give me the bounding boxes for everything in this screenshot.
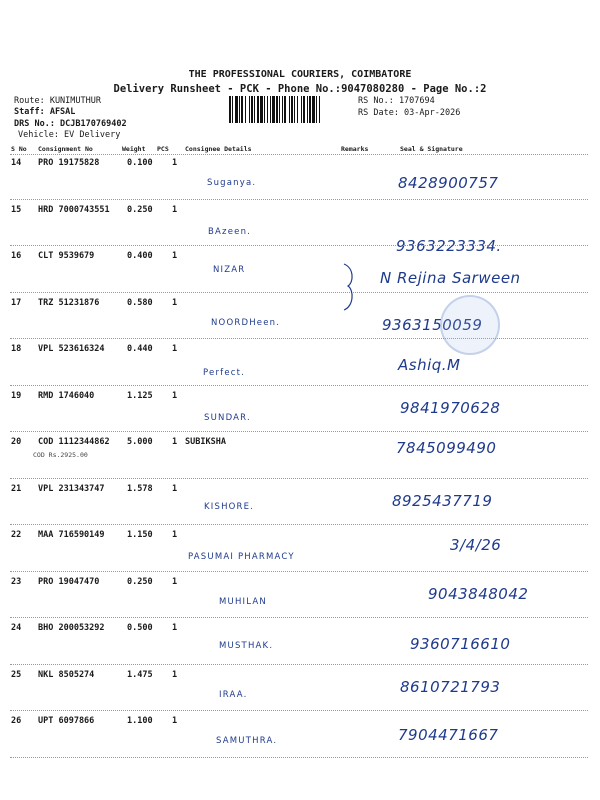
serial-number: 19 (11, 390, 22, 401)
consignment-number: CLT 9539679 (38, 251, 95, 261)
barcode-bar (270, 96, 271, 123)
company-title: THE PROFESSIONAL COURIERS, COIMBATORE (188, 69, 412, 80)
cod-amount: COD Rs.2925.00 (33, 451, 88, 459)
barcode-bar (232, 96, 233, 123)
barcode-bar (272, 96, 275, 123)
consignment-number: VPL 231343747 (38, 483, 105, 494)
serial-number: 24 (11, 623, 22, 633)
signature-handwritten: Ashiq.M (398, 356, 461, 374)
pcs-value: 1 (172, 437, 178, 447)
col-remarks: Remarks (341, 145, 369, 153)
serial-number: 20 (11, 437, 22, 447)
pcs-value: 1 (172, 623, 178, 633)
consignee-name-handwritten: Perfect. (203, 368, 246, 378)
pcs-value: 1 (172, 158, 178, 168)
signature-handwritten: 7845099490 (396, 439, 497, 457)
signature-handwritten: 9363150059 (382, 315, 483, 334)
consignment-number: UPT 6097866 (38, 716, 95, 726)
row-divider (10, 245, 588, 246)
weight-value: 5.000 (127, 437, 153, 447)
consignee-name-handwritten: NIZAR (213, 265, 246, 275)
row-divider (10, 617, 588, 618)
consignment-number: MAA 716590149 (38, 530, 105, 540)
consignee-name-handwritten: BAzeen. (208, 226, 252, 237)
serial-number: 17 (11, 297, 22, 308)
consignment-number: TRZ 51231876 (38, 297, 100, 308)
col-sno: S No (11, 145, 27, 153)
pcs-value: 1 (172, 669, 178, 680)
row-divider (10, 292, 588, 293)
row-divider (10, 524, 588, 525)
signature-handwritten: 8610721793 (400, 677, 501, 696)
consignee-name-handwritten: NOORDHeen. (211, 317, 281, 328)
barcode-bar (257, 96, 259, 123)
barcode-image (229, 96, 355, 123)
row-divider (10, 710, 588, 711)
row-divider (10, 571, 588, 572)
consignment-number: BHO 200053292 (38, 623, 105, 633)
consignment-number: HRD 7000743551 (38, 204, 110, 215)
col-consignment: Consignment No (38, 145, 93, 153)
barcode-bar (245, 96, 246, 123)
rs-number: RS No.: 1707694 (358, 96, 435, 106)
serial-number: 25 (11, 669, 22, 680)
barcode-bar (279, 96, 280, 123)
barcode-bar (267, 96, 268, 123)
consignee-name-handwritten: MUHILAN (219, 596, 267, 607)
consignee-name-handwritten: Suganya. (207, 178, 257, 188)
consignee-name-handwritten: SAMUTHRA. (216, 736, 278, 746)
handwritten-brace (340, 262, 360, 312)
consignment-number: RMD 1746040 (38, 390, 95, 401)
serial-number: 22 (11, 530, 22, 540)
runsheet-subtitle: Delivery Runsheet - PCK - Phone No.:9047080280 - Page No.:2 (113, 83, 487, 95)
barcode-bar (312, 96, 315, 123)
serial-number: 16 (11, 251, 22, 261)
barcode-bar (235, 96, 238, 123)
serial-number: 15 (11, 204, 22, 215)
weight-value: 1.578 (127, 483, 153, 494)
serial-number: 21 (11, 483, 22, 494)
signature-handwritten: 7904471667 (398, 726, 499, 744)
consignment-number: PRO 19175828 (38, 158, 100, 168)
barcode-bar (307, 96, 308, 123)
weight-value: 0.440 (127, 344, 153, 354)
consignee-name-handwritten: PASUMAI PHARMACY (188, 552, 295, 562)
serial-number: 23 (11, 576, 22, 587)
consignee-name: SUBIKSHA (185, 437, 226, 447)
signature-handwritten: 9360716610 (410, 635, 511, 653)
barcode-bar (289, 96, 290, 123)
consignment-number: COD 1112344862 (38, 437, 110, 447)
weight-value: 0.400 (127, 251, 153, 261)
barcode-bar (254, 96, 255, 123)
signature-handwritten: 3/4/26 (450, 536, 502, 554)
weight-value: 0.250 (127, 204, 153, 215)
vehicle-label: Vehicle: EV Delivery (18, 130, 121, 140)
consignment-number: NKL 8505274 (38, 669, 95, 680)
signature-handwritten: 8925437719 (392, 491, 493, 510)
pcs-value: 1 (172, 297, 178, 308)
row-divider (10, 664, 588, 665)
pcs-value: 1 (172, 576, 178, 587)
pcs-value: 1 (172, 251, 178, 261)
consignee-name-handwritten: IRAA. (219, 689, 248, 700)
rs-date: RS Date: 03-Apr-2026 (358, 108, 461, 118)
col-pcs: PCS (157, 145, 169, 153)
drs-label: DRS No.: DCJB170769402 (14, 119, 127, 129)
row-divider (10, 385, 588, 386)
barcode-bar (291, 96, 293, 123)
row-divider (10, 338, 588, 339)
weight-value: 0.250 (127, 576, 153, 587)
pcs-value: 1 (172, 530, 178, 540)
weight-value: 1.150 (127, 530, 153, 540)
weight-value: 0.580 (127, 297, 153, 308)
pcs-value: 1 (172, 390, 178, 401)
barcode-bar (251, 96, 253, 123)
barcode-bar (239, 96, 240, 123)
serial-number: 18 (11, 344, 22, 354)
consignment-number: PRO 19047470 (38, 576, 100, 587)
barcode-bar (264, 96, 265, 123)
signature-handwritten: N Rejina Sarween (380, 269, 521, 287)
barcode-bar (309, 96, 311, 123)
consignee-name-handwritten: SUNDAR. (204, 412, 251, 423)
barcode-bar (294, 96, 295, 123)
signature-handwritten: 8428900757 (398, 174, 499, 192)
signature-handwritten: 9363223334. (396, 236, 502, 255)
row-divider (10, 757, 588, 758)
consignee-name-handwritten: MUSTHAK. (219, 641, 274, 651)
barcode-bar (260, 96, 263, 123)
faded-stamp (440, 295, 500, 355)
barcode-bar (316, 96, 317, 123)
col-weight: Weight (122, 145, 146, 153)
pcs-value: 1 (172, 483, 178, 494)
col-consignee: Consignee Details (185, 145, 252, 153)
consignment-number: VPL 523616324 (38, 344, 105, 354)
serial-number: 26 (11, 716, 22, 726)
signature-handwritten: 9841970628 (400, 398, 501, 417)
weight-value: 1.475 (127, 669, 153, 680)
weight-value: 0.500 (127, 623, 153, 633)
barcode-bar (282, 96, 283, 123)
weight-value: 1.100 (127, 716, 153, 726)
barcode-bar (229, 96, 231, 123)
barcode-bar (319, 96, 320, 123)
barcode-bar (276, 96, 278, 123)
barcode-bar (284, 96, 286, 123)
barcode-bar (303, 96, 305, 123)
signature-handwritten: 9043848042 (428, 584, 529, 603)
row-divider (10, 199, 588, 200)
row-divider (10, 431, 588, 432)
pcs-value: 1 (172, 204, 178, 215)
weight-value: 1.125 (127, 390, 153, 401)
col-seal-signature: Seal & Signature (400, 145, 463, 153)
consignee-name-handwritten: KISHORE. (204, 501, 255, 512)
row-divider (10, 478, 588, 479)
staff-label: Staff: AFSAL (14, 107, 76, 117)
pcs-value: 1 (172, 344, 178, 354)
barcode-bar (301, 96, 302, 123)
header-divider (10, 154, 588, 155)
serial-number: 14 (11, 158, 22, 168)
barcode-bar (241, 96, 243, 123)
pcs-value: 1 (172, 716, 178, 726)
barcode-bar (249, 96, 250, 123)
barcode-bar (297, 96, 298, 123)
weight-value: 0.100 (127, 158, 153, 168)
route-label: Route: KUNIMUTHUR (14, 96, 101, 106)
